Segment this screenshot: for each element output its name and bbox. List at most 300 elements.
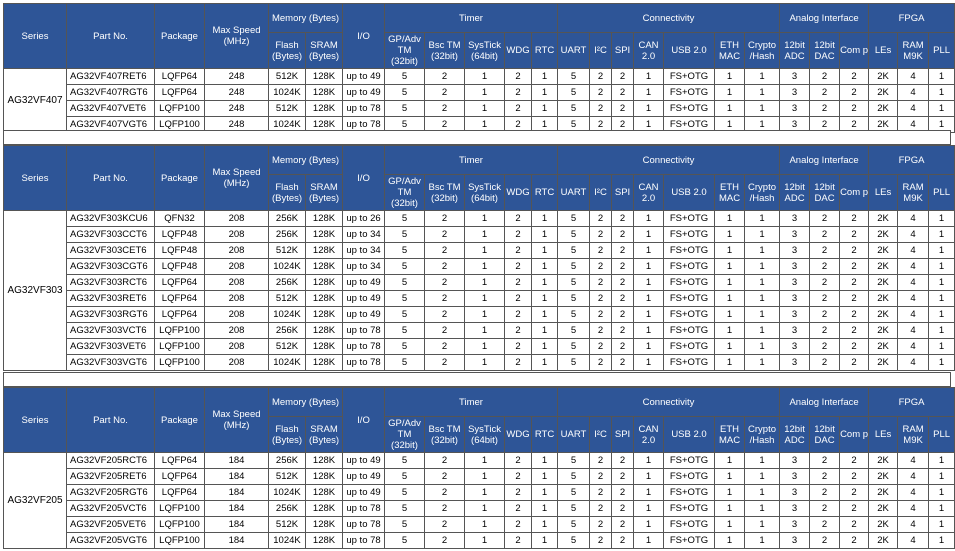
cell-flash: 256K	[269, 227, 306, 243]
cell-pll: 1	[929, 101, 955, 117]
cell-spi: 2	[612, 259, 634, 275]
cell-sram: 128K	[306, 339, 343, 355]
cell-les: 2K	[869, 339, 898, 355]
cell-crypto-hash: 1	[745, 501, 780, 517]
cell-io: up to 49	[343, 85, 385, 101]
cell-dac: 2	[810, 101, 840, 117]
cell-io: up to 78	[343, 101, 385, 117]
cell-comp: 2	[840, 355, 869, 371]
col-i2c: I²C	[590, 417, 612, 453]
series-cell: AG32VF303	[4, 211, 67, 371]
cell-systick: 1	[465, 453, 505, 469]
col-part-no: Part No.	[67, 4, 155, 69]
cell-systick: 1	[465, 211, 505, 227]
cell-flash: 256K	[269, 275, 306, 291]
cell-flash: 512K	[269, 517, 306, 533]
col-sram: SRAM (Bytes)	[306, 175, 343, 211]
cell-eth-mac: 1	[715, 291, 745, 307]
cell-comp: 2	[840, 517, 869, 533]
cell-dac: 2	[810, 85, 840, 101]
cell-ram-m9k: 4	[898, 501, 929, 517]
spec-table-ag32vf205	[3, 387, 955, 549]
cell-dac: 2	[810, 501, 840, 517]
cell-bsc-tm: 2	[425, 469, 465, 485]
cell-adc: 3	[780, 339, 810, 355]
cell-rtc: 1	[532, 291, 558, 307]
col-sram: SRAM (Bytes)	[306, 417, 343, 453]
col-i2c: I²C	[590, 175, 612, 211]
cell-adc: 3	[780, 533, 810, 549]
cell-rtc: 1	[532, 69, 558, 85]
cell-wdg: 2	[505, 227, 532, 243]
col-rtc: RTC	[532, 417, 558, 453]
cell-systick: 1	[465, 227, 505, 243]
cell-bsc-tm: 2	[425, 259, 465, 275]
cell-spi: 2	[612, 469, 634, 485]
cell-gp-adv-tm: 5	[385, 323, 425, 339]
cell-can: 1	[634, 291, 664, 307]
cell-flash: 256K	[269, 323, 306, 339]
table-body	[4, 211, 955, 371]
cell-flash: 256K	[269, 211, 306, 227]
cell-flash: 1024K	[269, 259, 306, 275]
col-systick: SysTick (64bit)	[465, 33, 505, 69]
cell-max-speed: 208	[205, 259, 269, 275]
cell-dac: 2	[810, 259, 840, 275]
cell-pll: 1	[929, 533, 955, 549]
cell-comp: 2	[840, 227, 869, 243]
cell-eth-mac: 1	[715, 101, 745, 117]
cell-dac: 2	[810, 485, 840, 501]
col-dac: 12bit DAC	[810, 175, 840, 211]
cell-flash: 512K	[269, 69, 306, 85]
cell-pll: 1	[929, 117, 955, 133]
cell-gp-adv-tm: 5	[385, 243, 425, 259]
cell-pll: 1	[929, 355, 955, 371]
cell-package: LQFP100	[155, 117, 205, 133]
cell-comp: 2	[840, 117, 869, 133]
cell-max-speed: 184	[205, 485, 269, 501]
cell-comp: 2	[840, 533, 869, 549]
cell-can: 1	[634, 275, 664, 291]
cell-crypto-hash: 1	[745, 339, 780, 355]
cell-uart: 5	[558, 517, 590, 533]
cell-pll: 1	[929, 453, 955, 469]
cell-flash: 256K	[269, 501, 306, 517]
col-systick: SysTick (64bit)	[465, 417, 505, 453]
cell-eth-mac: 1	[715, 117, 745, 133]
table-row	[4, 211, 955, 227]
cell-rtc: 1	[532, 501, 558, 517]
cell-systick: 1	[465, 485, 505, 501]
cell-comp: 2	[840, 259, 869, 275]
cell-crypto-hash: 1	[745, 243, 780, 259]
spec-table-ag32vf303	[3, 145, 955, 371]
col-uart: UART	[558, 175, 590, 211]
cell-crypto-hash: 1	[745, 307, 780, 323]
cell-dac: 2	[810, 117, 840, 133]
cell-rtc: 1	[532, 323, 558, 339]
cell-io: up to 34	[343, 243, 385, 259]
cell-gp-adv-tm: 5	[385, 227, 425, 243]
col-crypto-hash: Crypto /Hash	[745, 417, 780, 453]
cell-rtc: 1	[532, 355, 558, 371]
cell-bsc-tm: 2	[425, 339, 465, 355]
cell-pll: 1	[929, 243, 955, 259]
cell-max-speed: 208	[205, 307, 269, 323]
table-row	[4, 517, 955, 533]
cell-rtc: 1	[532, 227, 558, 243]
cell-crypto-hash: 1	[745, 117, 780, 133]
cell-gp-adv-tm: 5	[385, 307, 425, 323]
col-can: CAN 2.0	[634, 417, 664, 453]
cell-i2c: 2	[590, 323, 612, 339]
cell-i2c: 2	[590, 227, 612, 243]
cell-pll: 1	[929, 259, 955, 275]
series-cell: AG32VF407	[4, 69, 67, 133]
cell-package: LQFP100	[155, 101, 205, 117]
cell-spi: 2	[612, 243, 634, 259]
table-row	[4, 307, 955, 323]
cell-systick: 1	[465, 85, 505, 101]
cell-spi: 2	[612, 323, 634, 339]
cell-les: 2K	[869, 117, 898, 133]
group-analog: Analog Interface	[780, 388, 869, 417]
cell-systick: 1	[465, 323, 505, 339]
col-package: Package	[155, 4, 205, 69]
cell-can: 1	[634, 227, 664, 243]
cell-usb: FS+OTG	[664, 485, 715, 501]
col-pll: PLL	[929, 33, 955, 69]
col-spi: SPI	[612, 175, 634, 211]
cell-bsc-tm: 2	[425, 307, 465, 323]
group-analog: Analog Interface	[780, 146, 869, 175]
cell-package: LQFP100	[155, 517, 205, 533]
cell-dac: 2	[810, 469, 840, 485]
cell-max-speed: 248	[205, 101, 269, 117]
cell-wdg: 2	[505, 211, 532, 227]
cell-ram-m9k: 4	[898, 355, 929, 371]
cell-pll: 1	[929, 69, 955, 85]
cell-i2c: 2	[590, 101, 612, 117]
col-comp: Com p	[840, 33, 869, 69]
cell-adc: 3	[780, 211, 810, 227]
cell-ram-m9k: 4	[898, 101, 929, 117]
cell-sram: 128K	[306, 275, 343, 291]
cell-part-no: AG32VF303RET6	[67, 291, 155, 307]
cell-comp: 2	[840, 275, 869, 291]
cell-io: up to 49	[343, 291, 385, 307]
cell-wdg: 2	[505, 501, 532, 517]
cell-flash: 512K	[269, 243, 306, 259]
col-pll: PLL	[929, 175, 955, 211]
cell-comp: 2	[840, 501, 869, 517]
cell-comp: 2	[840, 69, 869, 85]
cell-part-no: AG32VF303CET6	[67, 243, 155, 259]
group-analog: Analog Interface	[780, 4, 869, 33]
cell-rtc: 1	[532, 275, 558, 291]
cell-dac: 2	[810, 275, 840, 291]
col-flash: Flash (Bytes)	[269, 417, 306, 453]
cell-can: 1	[634, 243, 664, 259]
cell-wdg: 2	[505, 533, 532, 549]
cell-wdg: 2	[505, 339, 532, 355]
cell-crypto-hash: 1	[745, 259, 780, 275]
cell-systick: 1	[465, 69, 505, 85]
cell-wdg: 2	[505, 117, 532, 133]
cell-les: 2K	[869, 227, 898, 243]
cell-gp-adv-tm: 5	[385, 85, 425, 101]
cell-part-no: AG32VF205RET6	[67, 469, 155, 485]
col-max-speed: Max Speed (MHz)	[205, 388, 269, 453]
cell-comp: 2	[840, 307, 869, 323]
cell-can: 1	[634, 307, 664, 323]
col-uart: UART	[558, 417, 590, 453]
cell-les: 2K	[869, 243, 898, 259]
cell-spi: 2	[612, 517, 634, 533]
cell-io: up to 26	[343, 211, 385, 227]
cell-usb: FS+OTG	[664, 85, 715, 101]
cell-flash: 1024K	[269, 117, 306, 133]
cell-crypto-hash: 1	[745, 291, 780, 307]
section-gap	[3, 372, 951, 387]
cell-les: 2K	[869, 355, 898, 371]
cell-flash: 1024K	[269, 85, 306, 101]
cell-wdg: 2	[505, 323, 532, 339]
cell-can: 1	[634, 101, 664, 117]
cell-adc: 3	[780, 323, 810, 339]
col-bsc-tm: Bsc TM (32bit)	[425, 175, 465, 211]
cell-spi: 2	[612, 291, 634, 307]
cell-ram-m9k: 4	[898, 243, 929, 259]
cell-usb: FS+OTG	[664, 259, 715, 275]
cell-crypto-hash: 1	[745, 69, 780, 85]
group-connectivity: Connectivity	[558, 146, 780, 175]
cell-can: 1	[634, 517, 664, 533]
cell-max-speed: 208	[205, 323, 269, 339]
cell-systick: 1	[465, 339, 505, 355]
cell-uart: 5	[558, 485, 590, 501]
cell-crypto-hash: 1	[745, 469, 780, 485]
col-crypto-hash: Crypto /Hash	[745, 33, 780, 69]
cell-flash: 256K	[269, 453, 306, 469]
table-row	[4, 533, 955, 549]
table-row	[4, 69, 955, 85]
cell-sram: 128K	[306, 69, 343, 85]
cell-part-no: AG32VF407VGT6	[67, 117, 155, 133]
cell-bsc-tm: 2	[425, 101, 465, 117]
cell-adc: 3	[780, 259, 810, 275]
cell-eth-mac: 1	[715, 517, 745, 533]
cell-eth-mac: 1	[715, 339, 745, 355]
cell-uart: 5	[558, 243, 590, 259]
col-io: I/O	[343, 388, 385, 453]
col-wdg: WDG	[505, 417, 532, 453]
cell-crypto-hash: 1	[745, 101, 780, 117]
cell-gp-adv-tm: 5	[385, 117, 425, 133]
cell-gp-adv-tm: 5	[385, 69, 425, 85]
cell-pll: 1	[929, 275, 955, 291]
cell-systick: 1	[465, 117, 505, 133]
cell-flash: 512K	[269, 339, 306, 355]
cell-usb: FS+OTG	[664, 453, 715, 469]
cell-part-no: AG32VF303VGT6	[67, 355, 155, 371]
cell-can: 1	[634, 501, 664, 517]
cell-dac: 2	[810, 533, 840, 549]
table-row	[4, 243, 955, 259]
cell-pll: 1	[929, 485, 955, 501]
table-row	[4, 259, 955, 275]
cell-crypto-hash: 1	[745, 275, 780, 291]
cell-comp: 2	[840, 339, 869, 355]
col-adc: 12bit ADC	[780, 175, 810, 211]
cell-usb: FS+OTG	[664, 243, 715, 259]
cell-uart: 5	[558, 307, 590, 323]
cell-bsc-tm: 2	[425, 501, 465, 517]
cell-flash: 1024K	[269, 485, 306, 501]
cell-part-no: AG32VF407RGT6	[67, 85, 155, 101]
cell-flash: 1024K	[269, 307, 306, 323]
cell-part-no: AG32VF205VET6	[67, 517, 155, 533]
cell-usb: FS+OTG	[664, 517, 715, 533]
cell-uart: 5	[558, 259, 590, 275]
cell-ram-m9k: 4	[898, 259, 929, 275]
col-package: Package	[155, 388, 205, 453]
cell-les: 2K	[869, 307, 898, 323]
cell-package: LQFP100	[155, 501, 205, 517]
cell-package: LQFP48	[155, 243, 205, 259]
cell-adc: 3	[780, 275, 810, 291]
cell-max-speed: 184	[205, 453, 269, 469]
cell-les: 2K	[869, 485, 898, 501]
col-can: CAN 2.0	[634, 175, 664, 211]
cell-bsc-tm: 2	[425, 275, 465, 291]
cell-pll: 1	[929, 85, 955, 101]
cell-wdg: 2	[505, 291, 532, 307]
cell-bsc-tm: 2	[425, 533, 465, 549]
cell-systick: 1	[465, 243, 505, 259]
cell-gp-adv-tm: 5	[385, 211, 425, 227]
cell-gp-adv-tm: 5	[385, 501, 425, 517]
cell-wdg: 2	[505, 469, 532, 485]
cell-adc: 3	[780, 485, 810, 501]
cell-ram-m9k: 4	[898, 69, 929, 85]
cell-wdg: 2	[505, 355, 532, 371]
table-header	[4, 388, 955, 453]
cell-flash: 1024K	[269, 533, 306, 549]
cell-rtc: 1	[532, 339, 558, 355]
col-systick: SysTick (64bit)	[465, 175, 505, 211]
cell-eth-mac: 1	[715, 243, 745, 259]
cell-package: LQFP100	[155, 339, 205, 355]
cell-gp-adv-tm: 5	[385, 339, 425, 355]
spec-table-ag32vf407	[3, 3, 955, 133]
cell-les: 2K	[869, 69, 898, 85]
cell-ram-m9k: 4	[898, 469, 929, 485]
cell-dac: 2	[810, 453, 840, 469]
cell-can: 1	[634, 355, 664, 371]
cell-uart: 5	[558, 501, 590, 517]
cell-rtc: 1	[532, 517, 558, 533]
cell-comp: 2	[840, 453, 869, 469]
cell-systick: 1	[465, 259, 505, 275]
cell-uart: 5	[558, 355, 590, 371]
cell-uart: 5	[558, 101, 590, 117]
col-adc: 12bit ADC	[780, 417, 810, 453]
cell-part-no: AG32VF303VET6	[67, 339, 155, 355]
cell-i2c: 2	[590, 259, 612, 275]
cell-i2c: 2	[590, 211, 612, 227]
group-connectivity: Connectivity	[558, 388, 780, 417]
cell-rtc: 1	[532, 259, 558, 275]
cell-eth-mac: 1	[715, 275, 745, 291]
col-gp-adv-tm: GP/Adv TM (32bit)	[385, 417, 425, 453]
cell-comp: 2	[840, 485, 869, 501]
col-series: Series	[4, 388, 67, 453]
cell-uart: 5	[558, 69, 590, 85]
group-connectivity: Connectivity	[558, 4, 780, 33]
cell-crypto-hash: 1	[745, 533, 780, 549]
cell-comp: 2	[840, 243, 869, 259]
cell-max-speed: 184	[205, 517, 269, 533]
col-uart: UART	[558, 33, 590, 69]
cell-dac: 2	[810, 243, 840, 259]
cell-gp-adv-tm: 5	[385, 275, 425, 291]
table-header	[4, 146, 955, 211]
cell-wdg: 2	[505, 485, 532, 501]
cell-ram-m9k: 4	[898, 307, 929, 323]
cell-rtc: 1	[532, 307, 558, 323]
cell-gp-adv-tm: 5	[385, 291, 425, 307]
col-eth-mac: ETH MAC	[715, 175, 745, 211]
col-usb: USB 2.0	[664, 33, 715, 69]
cell-crypto-hash: 1	[745, 453, 780, 469]
cell-usb: FS+OTG	[664, 117, 715, 133]
table-row	[4, 469, 955, 485]
cell-comp: 2	[840, 85, 869, 101]
cell-i2c: 2	[590, 453, 612, 469]
cell-adc: 3	[780, 69, 810, 85]
cell-adc: 3	[780, 291, 810, 307]
cell-ram-m9k: 4	[898, 339, 929, 355]
cell-i2c: 2	[590, 355, 612, 371]
section-gap	[3, 130, 951, 145]
cell-les: 2K	[869, 469, 898, 485]
cell-usb: FS+OTG	[664, 101, 715, 117]
col-dac: 12bit DAC	[810, 417, 840, 453]
cell-part-no: AG32VF205RCT6	[67, 453, 155, 469]
cell-comp: 2	[840, 101, 869, 117]
col-wdg: WDG	[505, 33, 532, 69]
cell-systick: 1	[465, 101, 505, 117]
cell-sram: 128K	[306, 259, 343, 275]
cell-les: 2K	[869, 291, 898, 307]
cell-sram: 128K	[306, 243, 343, 259]
cell-dac: 2	[810, 517, 840, 533]
cell-i2c: 2	[590, 469, 612, 485]
cell-bsc-tm: 2	[425, 485, 465, 501]
cell-les: 2K	[869, 85, 898, 101]
cell-dac: 2	[810, 355, 840, 371]
col-eth-mac: ETH MAC	[715, 417, 745, 453]
cell-usb: FS+OTG	[664, 307, 715, 323]
cell-uart: 5	[558, 453, 590, 469]
table-row	[4, 339, 955, 355]
cell-spi: 2	[612, 69, 634, 85]
cell-spi: 2	[612, 275, 634, 291]
cell-systick: 1	[465, 355, 505, 371]
cell-les: 2K	[869, 275, 898, 291]
